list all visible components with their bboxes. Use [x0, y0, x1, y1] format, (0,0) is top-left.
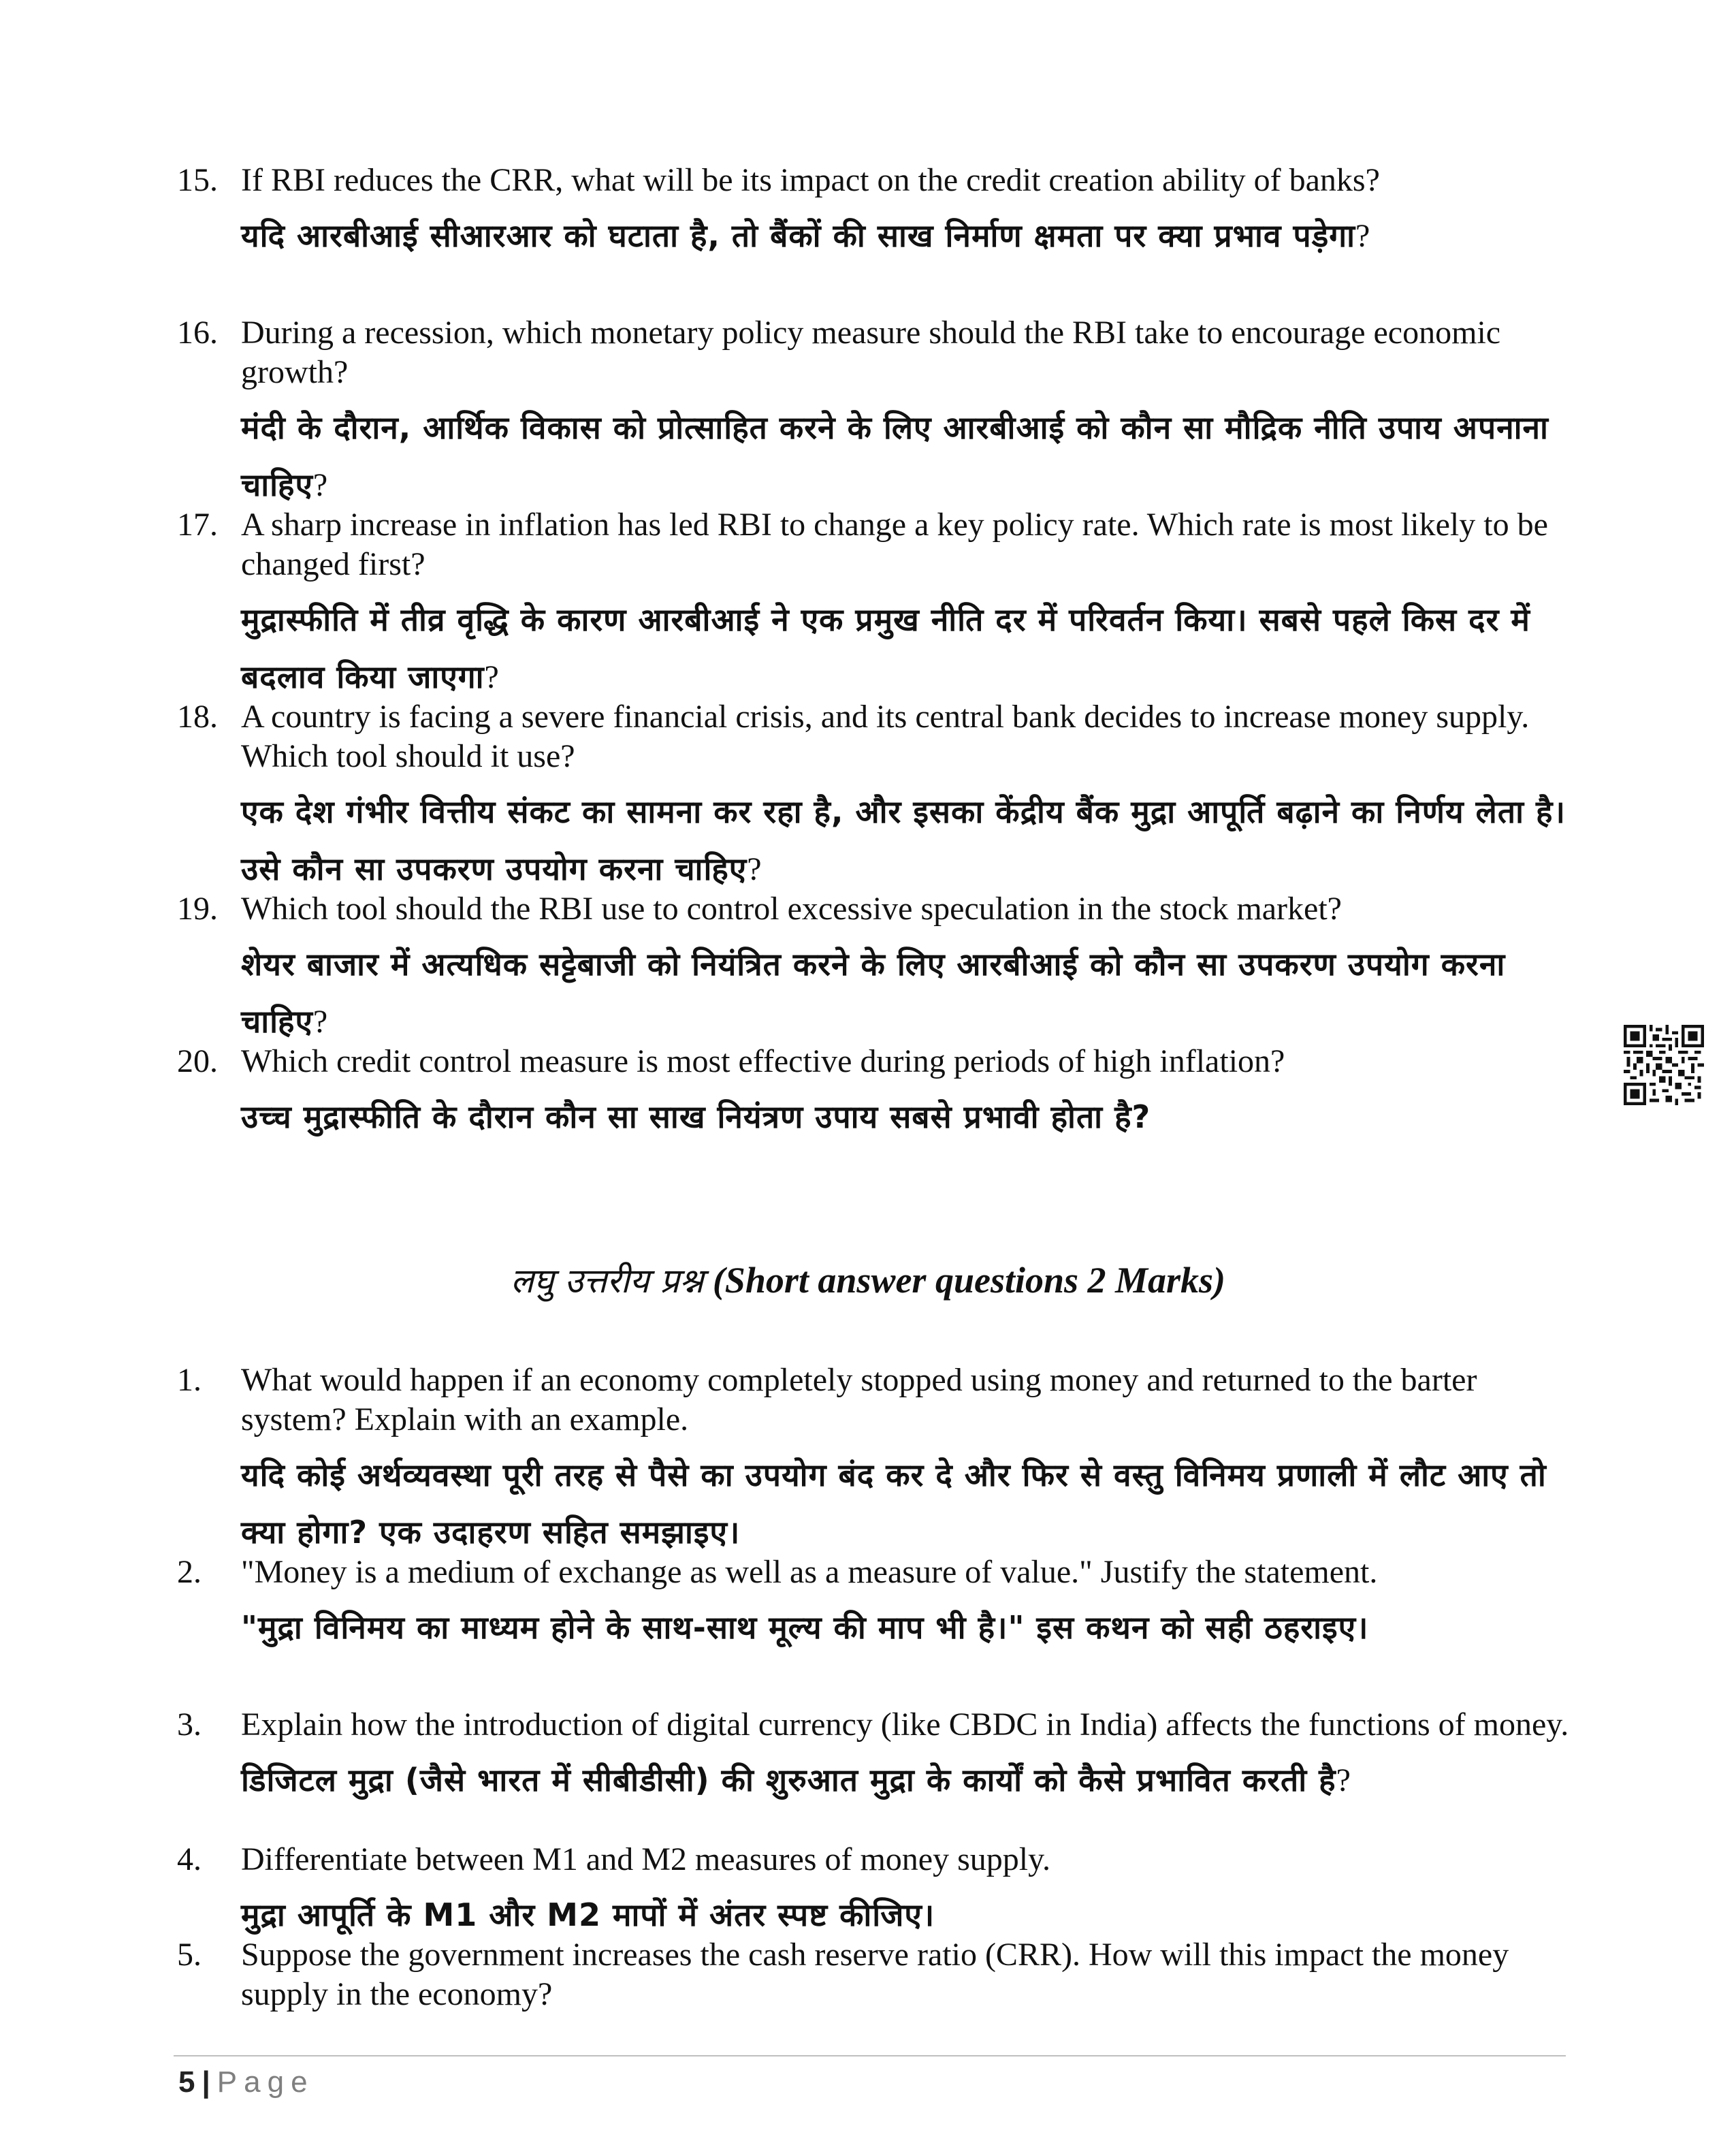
- question-english: During a recession, which monetary policy measure should the RBI take to encourage economic growth?: [241, 315, 1501, 390]
- question-19: [177, 889, 1579, 1051]
- question-hindi: "मुद्रा विनिमय का माध्यम होने के साथ-साथ मूल्य की माप भी है।" इस कथन को सही ठहराइए।: [241, 1609, 1369, 1646]
- short-question-4: [177, 1840, 1579, 1944]
- question-english: Which tool should the RBI use to control excessive speculation in the stock market?: [241, 891, 1342, 927]
- short-question-3: [177, 1705, 1579, 1809]
- question-number: 18.: [177, 699, 218, 735]
- question-number: 19.: [177, 891, 218, 927]
- question-number: 4.: [177, 1841, 202, 1877]
- question-hindi: मंदी के दौरान, आर्थिक विकास को प्रोत्साहित करने के लिए आरबीआई को कौन सा मौद्रिक नीति उपाय अपनाना चाहिए?: [241, 409, 1549, 503]
- question-hindi: एक देश गंभीर वित्तीय संकट का सामना कर रहा है, और इसका केंद्रीय बैंक मुद्रा आपूर्ति बढ़ाने का निर्णय लेता है। उसे कौन सा उपकरण उपयोग करना चाहिए?: [241, 793, 1566, 887]
- question-hindi: शेयर बाजार में अत्यधिक सट्टेबाजी को नियंत्रित करने के लिए आरबीआई को कौन सा उपकरण उपयोग करना चाहिए?: [241, 946, 1506, 1040]
- short-question-1: [177, 1361, 1579, 1561]
- question-number: 15.: [177, 162, 218, 198]
- question-18: [177, 697, 1579, 898]
- question-english: "Money is a medium of exchange as well as a measure of value." Justify the statement.: [241, 1554, 1378, 1590]
- question-english: Differentiate between M1 and M2 measures of money supply.: [241, 1841, 1051, 1877]
- footer-divider: [174, 2055, 1566, 2056]
- question-hindi: यदि आरबीआई सीआरआर को घटाता है, तो बैंकों की साख निर्माण क्षमता पर क्या प्रभाव पड़ेगा?: [241, 217, 1371, 254]
- short-question-2: [177, 1553, 1579, 1657]
- question-english: A sharp increase in inflation has led RBI to change a key policy rate. Which rate is most likely to be changed first?: [241, 507, 1548, 582]
- question-hindi: उच्च मुद्रास्फीति के दौरान कौन सा साख नियंत्रण उपाय सबसे प्रभावी होता है?: [241, 1098, 1151, 1135]
- question-hindi: मुद्रा आपूर्ति के M1 और M2 मापों में अंतर स्पष्ट कीजिए।: [241, 1896, 935, 1933]
- section-heading-hindi: लघु उत्तरीय प्रश्न: [510, 1261, 704, 1301]
- question-english: Which credit control measure is most effective during periods of high inflation?: [241, 1043, 1285, 1079]
- question-number: 5.: [177, 1937, 202, 1973]
- short-question-5: [177, 1935, 1579, 2014]
- question-english: A country is facing a severe financial crisis, and its central bank decides to increase money supply. Which tool should it use?: [241, 699, 1530, 774]
- qr-code-icon: [1624, 1025, 1704, 1105]
- question-hindi: यदि कोई अर्थव्यवस्था पूरी तरह से पैसे का उपयोग बंद कर दे और फिर से वस्तु विनिमय प्रणाली में लौट आए तो क्या होगा? एक उदाहरण सहित समझाइए।: [241, 1457, 1547, 1551]
- page-label: Page: [216, 2065, 315, 2099]
- question-number: 20.: [177, 1043, 218, 1079]
- question-number: 2.: [177, 1554, 202, 1590]
- question-17: [177, 505, 1579, 706]
- question-number: 16.: [177, 315, 218, 351]
- question-15: [177, 161, 1579, 265]
- question-number: 3.: [177, 1706, 202, 1743]
- question-hindi: मुद्रास्फीति में तीव्र वृद्धि के कारण आरबीआई ने एक प्रमुख नीति दर में परिवर्तन किया। सबसे पहले किस दर में बदलाव किया जाएगा?: [241, 601, 1530, 695]
- section-heading: [0, 1253, 1736, 1308]
- footer-separator: |: [202, 2065, 210, 2099]
- question-english: If RBI reduces the CRR, what will be its impact on the credit creation ability of banks?: [241, 162, 1380, 198]
- question-16: [177, 313, 1579, 514]
- question-english: Explain how the introduction of digital currency (like CBDC in India) affects the functions of money.: [241, 1706, 1569, 1743]
- page-number: 5: [178, 2065, 195, 2099]
- question-english: What would happen if an economy completely stopped using money and returned to the barter system? Explain with an example.: [241, 1362, 1477, 1437]
- question-number: 17.: [177, 507, 218, 543]
- section-heading-english: (Short answer questions 2 Marks): [712, 1260, 1226, 1301]
- page-footer: [178, 2063, 315, 2101]
- question-number: 1.: [177, 1362, 202, 1398]
- question-20: [177, 1042, 1579, 1146]
- question-english: Suppose the government increases the cash reserve ratio (CRR). How will this impact the money supply in the economy?: [241, 1937, 1509, 2012]
- question-hindi: डिजिटल मुद्रा (जैसे भारत में सीबीडीसी) की शुरुआत मुद्रा के कार्यों को कैसे प्रभावित करती है?: [241, 1762, 1351, 1798]
